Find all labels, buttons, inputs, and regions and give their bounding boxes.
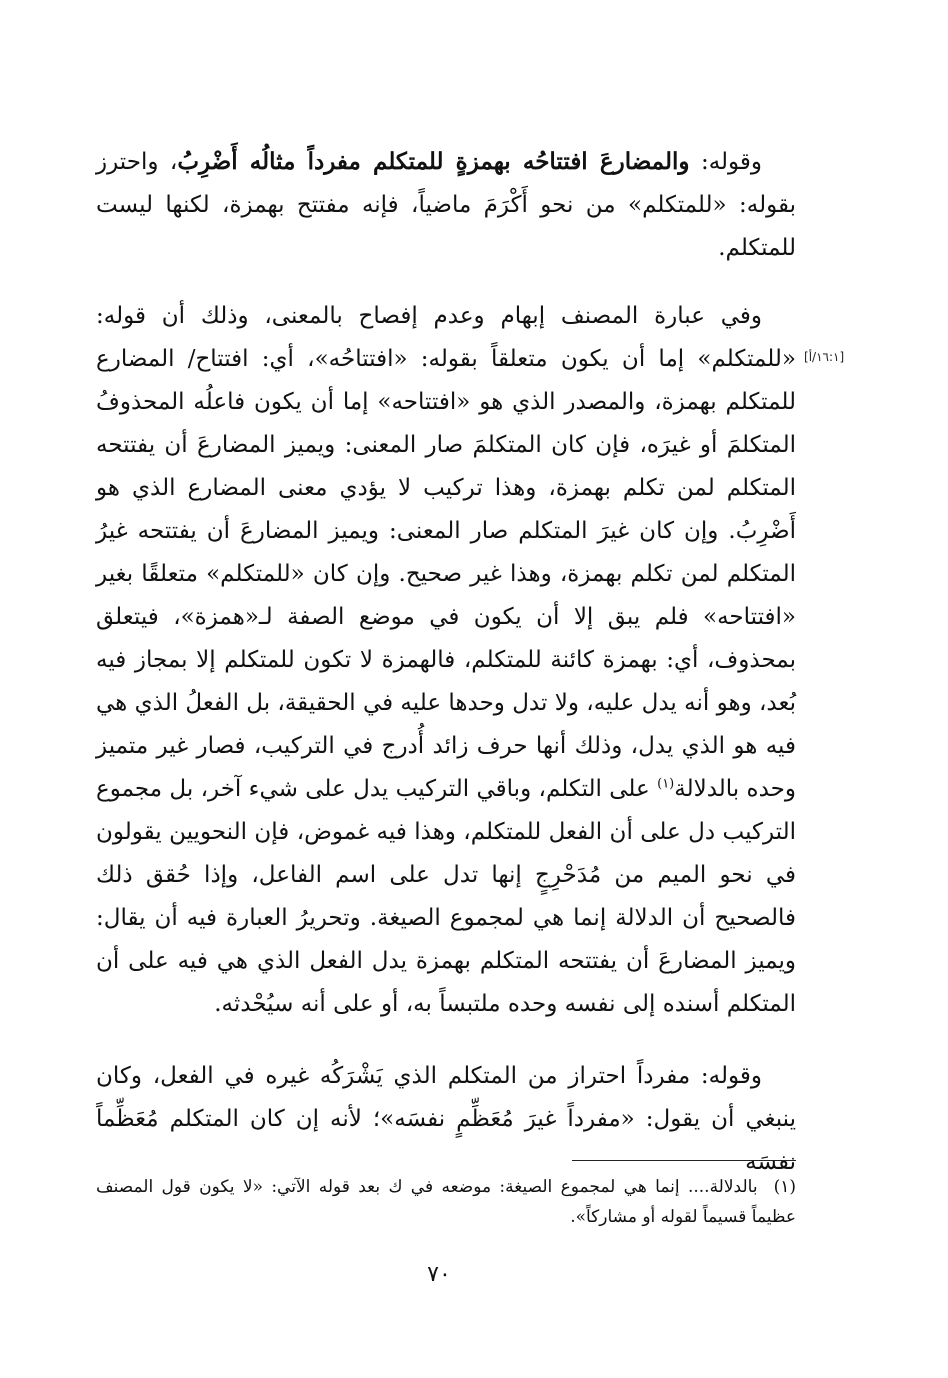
paragraph-1 (96, 140, 796, 270)
paragraph-1-rest: ، واحترز بقوله: «للمتكلم» من نحو أَكْرَمَ ماضياً، فإنه مفتتح بهمزة، لكنها ليست للمتكلم. (96, 149, 796, 261)
paragraph-3-text: وقوله: مفرداً احتراز من المتكلم الذي يَشْرَكُه غيره في الفعل، وكان ينبغي أن يقول: «مفرداً غيرَ مُعَظِّمٍ نفسَه»؛ لأنه إن كان المتكلم مُعَظِّماً نفسَه (96, 1063, 796, 1175)
paragraph-3 (96, 1055, 796, 1184)
footnote-divider (572, 1160, 796, 1161)
footnote-text: بالدلالة.... إنما هي لمجموع الصيغة: موضعه في ك بعد قوله الآتي: «لا يكون قول المصنف عظيماً قسيماً لقوله أو مشاركاً». (96, 1177, 796, 1227)
paragraph-1-lead: وقوله: (689, 149, 763, 175)
manuscript-folio-marker: [١٦:١/أ] (804, 350, 845, 364)
paragraph-2-after-footnote: على التكلم، وباقي التركيب يدل على شيء آخر، بل مجموع التركيب دل على أن الفعل للمتكلم، وهذا فيه غموض، فإن النحويين يقولون في نحو الميم من مُدَحْرِجٍ إنها تدل على اسم الفاعل، وإذا حُقق ذلك فالصحيح أن الدلالة إنما هي لمجموع الصيغة. وتحريرُ العبارة فيه أن يقال: ويميز المضارعَ أن يفتتحه المتكلم بهمزة يدل الفعل الذي هي فيه على أن المتكلم أسنده إلى نفسه وحده ملتبساً به، أو على أنه سيُحْدثه. (96, 776, 796, 1017)
paragraph-2-before-footnote: وفي عبارة المصنف إبهام وعدم إفصاح بالمعنى، وذلك أن قوله: «للمتكلم» إما أن يكون متعلقاً بقوله: «افتتاحُه»، أي: افتتاح/ المضارع للمتكلم بهمزة، والمصدر الذي هو «افتتاحه» إما أن يكون فاعلُه المحذوفُ المتكلمَ أو غيرَه، فإن كان المتكلمَ صار المعنى: ويميز المضارعَ أن يفتتحه المتكلم لمن تكلم بهمزة، وهذا تركيب لا يؤدي معنى المضارع الذي هو أَضْرِبُ. وإن كان غيرَ المتكلم صار المعنى: ويميز المضارعَ أن يفتتحه غيرُ المتكلم لمن تكلم بهمزة، وهذا غير صحيح. وإن كان «للمتكلم» متعلقًا بغير «افتتاحه» فلم يبق إلا أن يكون في موضع الصفة لـ«همزة»، فيتعلق بمحذوف، أي: بهمزة كائنة للمتكلم، فالهمزة لا تكون للمتكلم إلا بمجاز فيه بُعد، وهو أنه يدل عليه، ولا تدل وحدها عليه في الحقيقة، بل الفعلُ الذي هي فيه هو الذي يدل، وذلك أنها حرف زائد أُدرج في التركيب، فصار غير متميز وحده بالدلالة (96, 303, 797, 802)
footnote-reference[interactable]: (١) (657, 776, 675, 792)
paragraph-2 (96, 295, 796, 1026)
page-number: ٧٠ (427, 1262, 451, 1287)
footnote (96, 1172, 796, 1232)
paragraph-1-quoted-text: والمضارعَ افتتاحُه بهمزةٍ للمتكلم مفرداً مثالُه أَضْرِبُ (177, 148, 690, 175)
footnote-number: (١) (773, 1177, 796, 1197)
